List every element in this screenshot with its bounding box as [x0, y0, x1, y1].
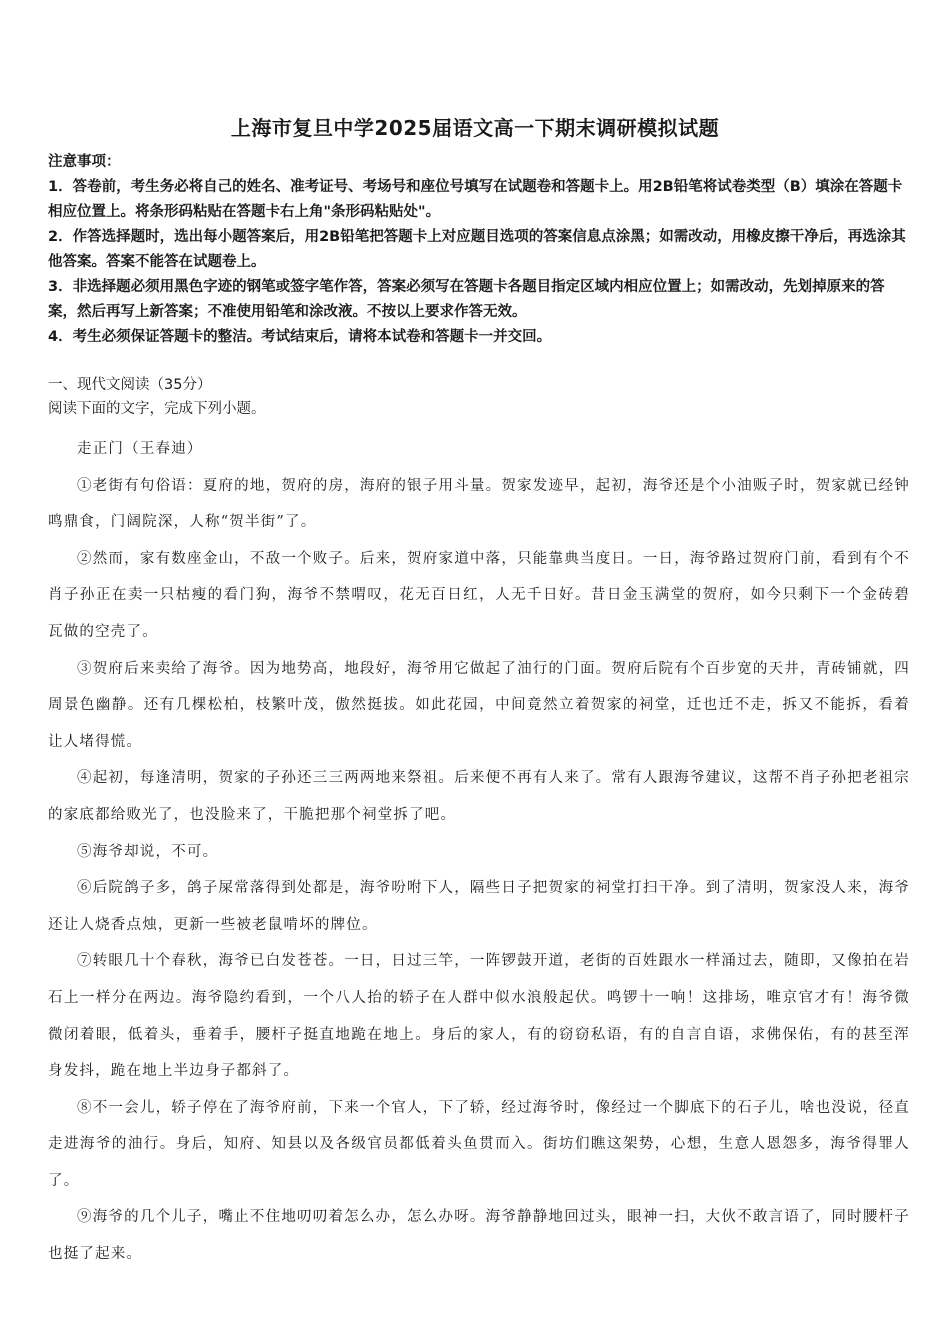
notice-item: 3．非选择题必须用黑色字迹的钢笔或签字笔作答，答案必须写在答题卡各题目指定区域内相应位置上；如需改动，先划掉原来的答案，然后再写上新答案；不准使用铅笔和涂改液。不按以上要求作答无效。: [48, 279, 885, 320]
passage-paragraph: ⑥后院鸽子多，鸽子屎常落得到处都是，海爷吩咐下人，隔些日子把贺家的祠堂打扫干净。到了清明，贺家没人来，海爷还让人烧香点烛，更新一些被老鼠啃坏的牌位。: [48, 880, 910, 933]
section-header: [48, 373, 266, 421]
notice-item: 4．考生必须保证答题卡的整洁。考试结束后，请将本试卷和答题卡一并交回。: [48, 329, 552, 345]
passage-paragraph: ③贺府后来卖给了海爷。因为地势高，地段好，海爷用它做起了油行的门面。贺府后院有个百步宽的天井，青砖铺就，四周景色幽静。还有几棵松柏，枝繁叶茂，傲然挺拔。如此花园，中间竟然立着贺家的祠堂，迁也迁不走，拆又不能拆，看着让人堵得慌。: [48, 660, 910, 750]
reading-passage: [48, 431, 910, 1273]
notice-item: 1．答卷前，考生务必将自己的姓名、准考证号、考场号和座位号填写在试题卷和答题卡上。用2B铅笔将试卷类型（B）填涂在答题卡相应位置上。将条形码粘贴在答题卡右上角"条形码粘贴处"。: [48, 179, 903, 220]
passage-paragraph: ⑧不一会儿，轿子停在了海爷府前，下来一个官人，下了轿，经过海爷时，像经过一个脚底下的石子儿，啥也没说，径直走进海爷的油行。身后，知府、知县以及各级官员都低着头鱼贯而入。街坊们瞧这架势，心想，生意人恩怨多，海爷得罪人了。: [48, 1099, 910, 1189]
notice-block: [48, 150, 910, 350]
passage-paragraph: ⑦转眼几十个春秋，海爷已白发苍苍。一日，日过三竿，一阵锣鼓开道，老街的百姓跟水一样涌过去，随即，又像拍在岩石上一样分在两边。海爷隐约看到，一个八人抬的轿子在人群中似水浪般起伏。鸣锣十一响！这排场，唯京官才有！海爷微微闭着眼，低着头，垂着手，腰杆子挺直地跪在地上。身后的家人，有的窃窃私语，有的自言自语，求佛保佑，有的甚至浑身发抖，跪在地上半边身子都斜了。: [48, 953, 910, 1080]
passage-paragraph: ⑤海爷却说，不可。: [77, 843, 219, 860]
passage-paragraph: ①老街有句俗语：夏府的地，贺府的房，海府的银子用斗量。贺家发迹早，起初，海爷还是个小油贩子时，贺家就已经钟鸣鼎食，门阔院深，人称“贺半街”了。: [48, 477, 910, 531]
passage-paragraph: ④起初，每逢清明，贺家的子孙还三三两两地来祭祖。后来便不再有人来了。常有人跟海爷建议，这帮不肖子孙把老祖宗的家底都给败光了，也没脸来了，干脆把那个祠堂拆了吧。: [48, 770, 910, 823]
notice-item: 2．作答选择题时，选出每小题答案后，用2B铅笔把答题卡上对应题目选项的答案信息点涂黑；如需改动，用橡皮擦干净后，再选涂其他答案。答案不能答在试题卷上。: [48, 229, 906, 270]
passage-paragraph: ⑨海爷的几个儿子，嘴止不住地叨叨着怎么办，怎么办呀。海爷静静地回过头，眼神一扫，大伙不敢言语了，同时腰杆子也挺了起来。: [48, 1209, 910, 1263]
passage-title: 走正门（王春迪）: [77, 441, 203, 457]
passage-paragraph: ②然而，家有数座金山，不敌一个败子。后来，贺府家道中落，只能靠典当度日。一日，海爷路过贺府门前，看到有个不肖子孙正在卖一只枯瘦的看门狗，海爷不禁喟叹，花无百日红，人无千日好。昔日金玉满堂的贺府，如今只剩下一个金砖碧瓦做的空壳了。: [48, 550, 910, 640]
section-instruction: 阅读下面的文字，完成下列小题。: [48, 401, 266, 417]
section-heading: 一、现代文阅读（35分）: [48, 377, 212, 393]
page-title: 上海市复旦中学2025届语文高一下期末调研模拟试题: [230, 116, 720, 140]
notice-heading: 注意事项：: [48, 154, 121, 170]
